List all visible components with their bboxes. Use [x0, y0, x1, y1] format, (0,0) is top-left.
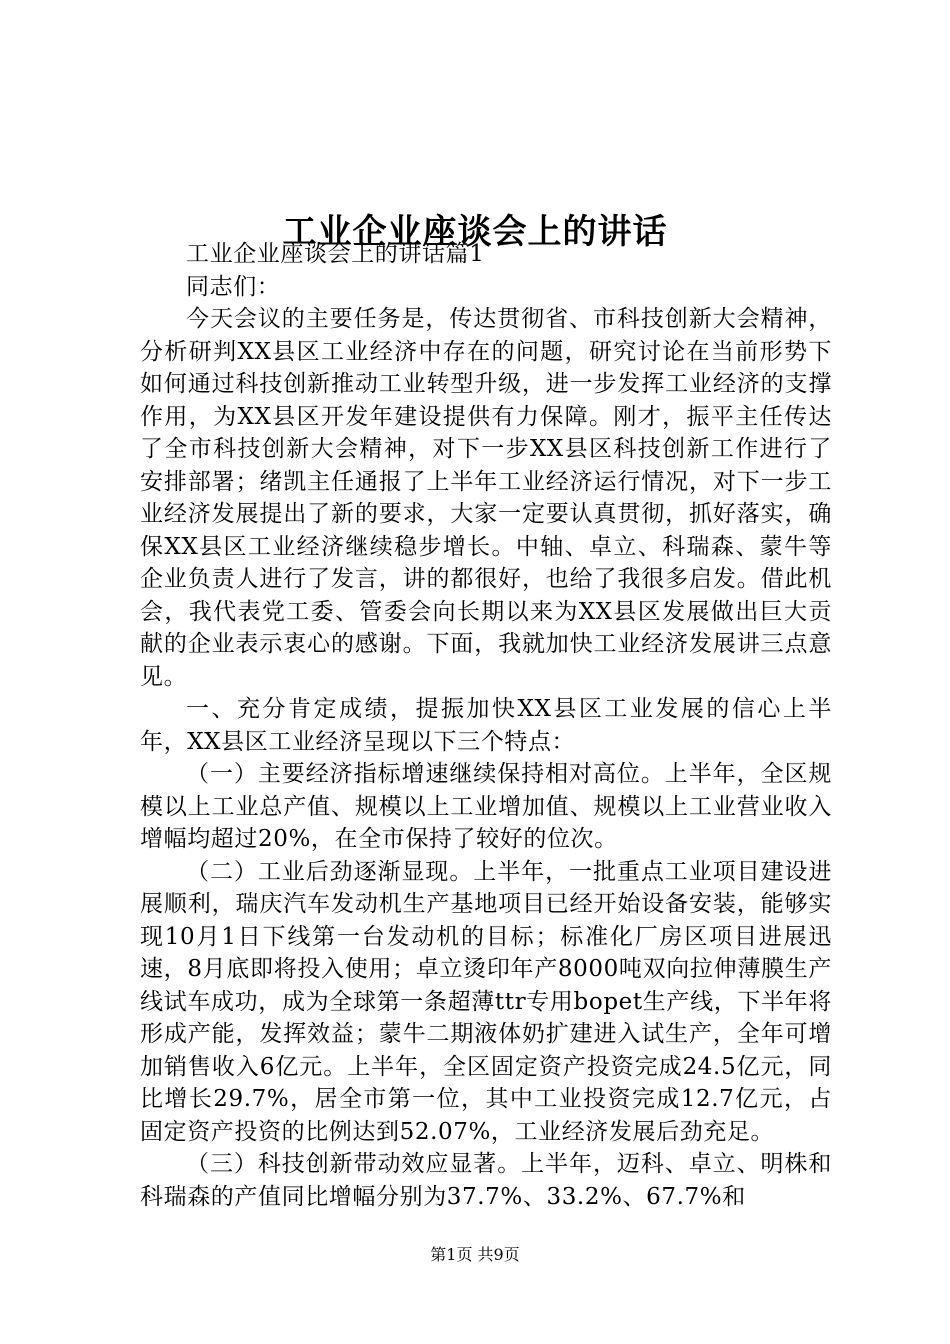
sub-point-1-paragraph: （一）主要经济指标增速继续保持相对高位。上半年，全区规模以上工业总产值、规模以上工业增加值、规模以上工业营业收入增幅均超过20%，在全市保持了较好的位次。: [140, 761, 832, 852]
point-one-paragraph: 一、充分肯定成绩，提振加快XX县区工业发展的信心上半年，XX县区工业经济呈现以下三个特点：: [140, 696, 832, 755]
intro-paragraph: 今天会议的主要任务是，传达贯彻省、市科技创新大会精神，分析研判XX县区工业经济中存在的问题，研究讨论在当前形势下如何通过科技创新推动工业转型升级，进一步发挥工业经济的支撑作用，为XX县区开发年建设提供有力保障。刚才，振平主任传达了全市科技创新大会精神，对下一步XX县区科技创新工作进行了安排部署；绪凯主任通报了上半年工业经济运行情况，对下一步工业经济发展提出了新的要求，大家一定要认真贯彻，抓好落实，确保XX县区工业经济继续稳步增长。中轴、卓立、科瑞森、蒙牛等企业负责人进行了发言，讲的都很好，也给了我很多启发。借此机会，我代表党工委、管委会向长期以来为XX县区发展做出巨大贡献的企业表示衷心的感谢。下面，我就加快工业经济发展讲三点意见。: [140, 306, 832, 690]
salutation: 同志们：: [186, 273, 281, 300]
sub-point-3-paragraph: （三）科技创新带动效应显著。上半年，迈科、卓立、明株和科瑞森的产值同比增幅分别为37.7%、33.2%、67.7%和: [140, 1151, 832, 1210]
document-title: 工业企业座谈会上的讲话: [282, 211, 668, 252]
section-heading: 工业企业座谈会上的讲话篇1: [186, 241, 485, 267]
document-body: [140, 238, 832, 1213]
sub-point-2-paragraph: （二）工业后劲逐渐显现。上半年，一批重点工业项目建设进展顺利，瑞庆汽车发动机生产基地项目已经开始设备安装，能够实现10月1日下线第一台发动机的目标；标准化厂房区项目进展迅速，8月底即将投入使用；卓立烫印年产8000吨双向拉伸薄膜生产线试车成功，成为全球第一条超薄ttr专用bopet生产线，下半年将形成产能，发挥效益；蒙牛二期液体奶扩建进入试生产，全年可增加销售收入6亿元。上半年，全区固定资产投资完成24.5亿元，同比增长29.7%，居全市第一位，其中工业投资完成12.7亿元，占固定资产投资的比例达到52.07%，工业经济发展后劲充足。: [140, 858, 832, 1145]
page-number-footer: 第1页 共9页: [430, 1245, 520, 1264]
